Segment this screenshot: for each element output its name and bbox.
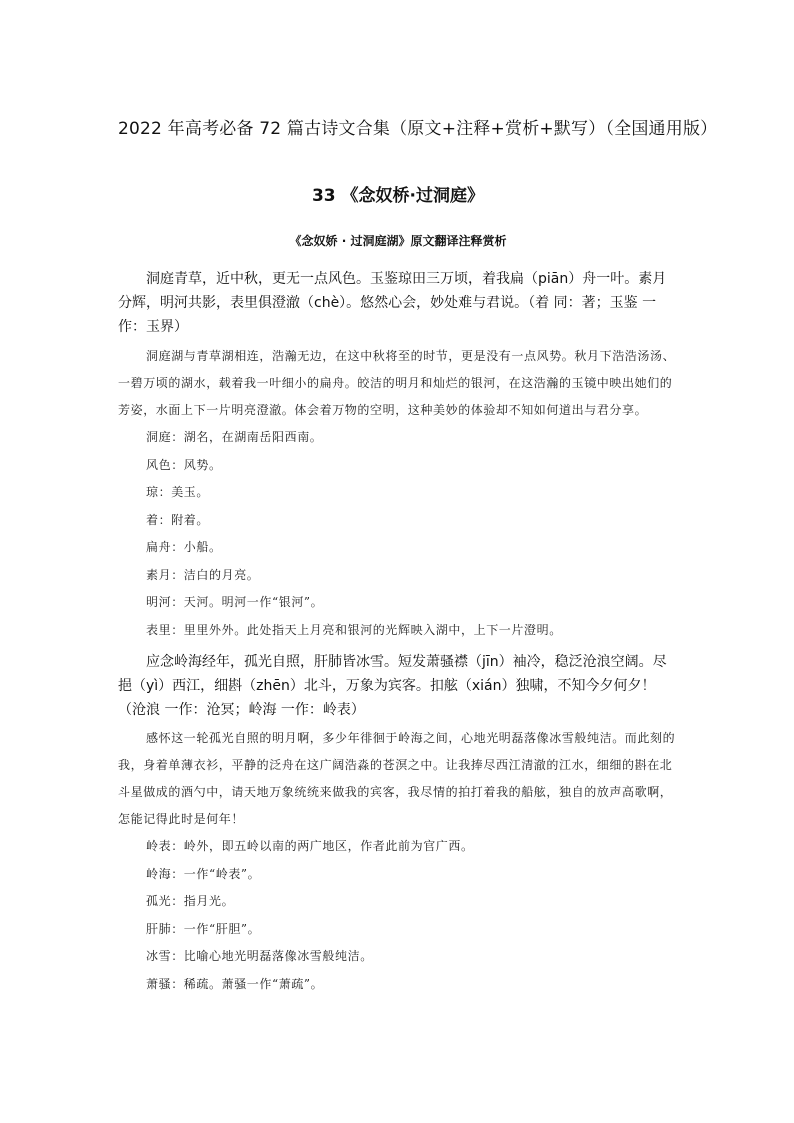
annotation: 明河：天河。明河一作“银河”。: [146, 595, 324, 609]
annotation: 风色：风势。: [146, 457, 222, 472]
stanza-2-notes: [118, 833, 678, 998]
section-heading: 《念奴娇 · 过洞庭湖》原文翻译注释赏析: [289, 234, 507, 248]
annotation: 岭表：岭外，即五岭以南的两广地区，作者此前为官广西。: [146, 839, 474, 853]
stanza-1-notes: [118, 424, 678, 644]
annotation: 素月：洁白的月亮。: [146, 567, 260, 582]
annotation: 萧骚：稀疏。萧骚一作“萧疏”。: [146, 976, 324, 991]
stanza-2-original: 应念岭海经年，孤光自照，肝肺皆冰雪。短发萧骚襟（jīn）袖冷，稳泛沧浪空阔。尽挹（yì）西江，细斟（zhēn）北斗，万象为宾客。扣舷（xián）独啸，不知今夕何夕！（沧浪 一作：沧冥；岭海 一作：岭表）: [118, 654, 667, 718]
annotation: 肝肺：一作“肝胆”。: [146, 921, 261, 936]
annotation: 孤光：指月光。: [146, 894, 235, 908]
stanza-2: [118, 650, 678, 998]
stanza-1: [118, 267, 678, 644]
annotation: 表里：里里外外。此处指天上月亮和银河的光辉映入湖中，上下一片澄明。: [146, 622, 562, 637]
annotation: 琼：美玉。: [146, 485, 210, 499]
annotation: 着：附着。: [146, 512, 210, 527]
annotation: 扁舟：小船。: [146, 540, 222, 554]
poem-title: 33 《念奴桥·过洞庭》: [311, 186, 485, 206]
annotation: 洞庭：湖名，在湖南岳阳西南。: [146, 430, 323, 444]
annotation: 岭海：一作“岭表”。: [146, 866, 261, 881]
document-title: 2022 年高考必备 72 篇古诗文合集（原文+注释+赏析+默写）（全国通用版）: [118, 119, 718, 139]
stanza-1-original: 洞庭青草，近中秋，更无一点风色。玉鉴琼田三万顷，着我扁（piān）舟一叶。素月分辉，明河共影，表里俱澄澈（chè）。悠然心会，妙处难与君说。（着 同：著；玉鉴 一作：玉界）: [118, 271, 667, 335]
annotation: 冰雪：比喻心地光明磊落像冰雪般纯洁。: [146, 949, 373, 963]
stanza-1-translation: 洞庭湖与青草湖相连，浩瀚无边，在这中秋将至的时节，更是没有一点风势。秋月下浩浩汤汤、一碧万顷的湖水，载着我一叶细小的扁舟。皎洁的明月和灿烂的银河，在这浩瀚的玉镜中映出她们的芳姿，水面上下一片明亮澄澈。体会着万物的空明，这种美妙的体验却不知如何道出与君分享。: [118, 349, 676, 417]
stanza-2-translation: 感怀这一轮孤光自照的明月啊，多少年徘徊于岭海之间，心地光明磊落像冰雪般纯洁。而此刻的我，身着单薄衣衫，平静的泛舟在这广阔浩淼的苍溟之中。让我捧尽西江清澈的江水，细细的斟在北斗星做成的酒勺中，请天地万象统统来做我的宾客，我尽情的拍打着我的船舷，独自的放声高歌啊，怎能记得此时是何年！: [118, 731, 676, 826]
